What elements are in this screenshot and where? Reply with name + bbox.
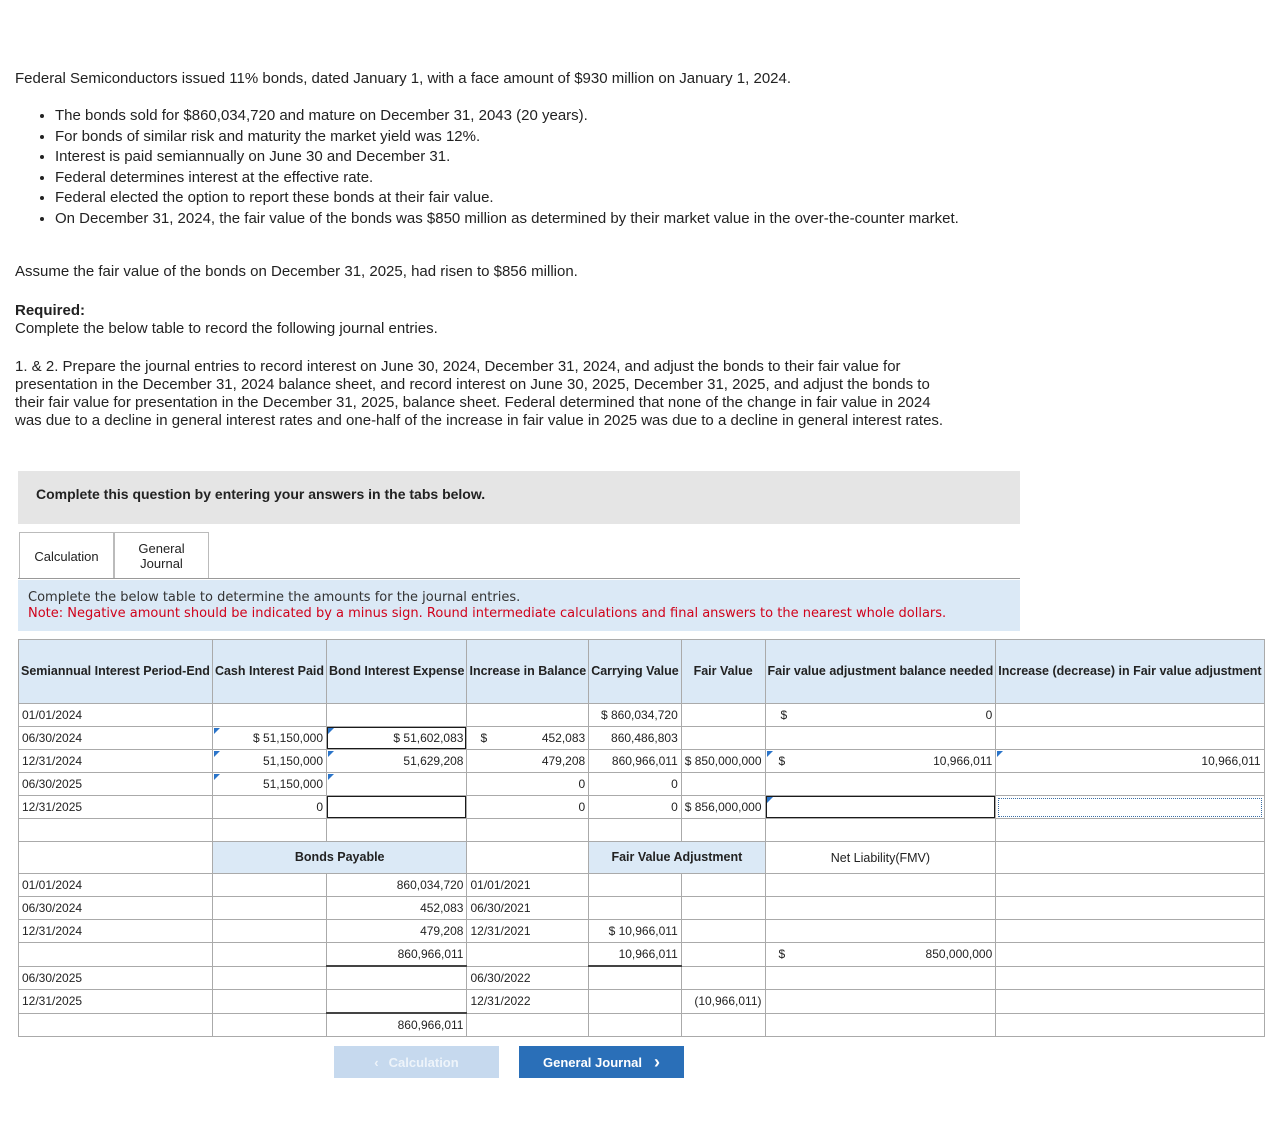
bullet-item: • The bonds sold for $860,034,720 and mature on December 31, 2043 (20 years).	[55, 106, 975, 127]
fair-cell: $ 856,000,000	[681, 796, 765, 819]
cash-cell	[212, 704, 326, 727]
chevron-right-icon: ›	[653, 1051, 660, 1072]
note-warning: Note: Negative amount should be indicated by a minus sign. Round intermediate calculations and final answers to the nearest whole dollars.	[28, 606, 947, 621]
cash-input[interactable]: 0	[212, 796, 326, 819]
fair-cell: $ 850,000,000	[681, 750, 765, 773]
adj-input[interactable]	[765, 796, 996, 819]
bp-balance: 860,966,011	[327, 1013, 467, 1037]
ledger-row	[19, 874, 1265, 897]
carrying-cell: 860,486,803	[589, 727, 682, 750]
date-cell: 06/30/2024	[19, 727, 213, 750]
chevron-left-icon: ‹	[374, 1054, 379, 1070]
fair-cell	[681, 727, 765, 750]
ledger-row	[19, 897, 1265, 920]
increase-cell	[467, 727, 589, 750]
table-row	[19, 704, 1265, 727]
bullet-item: • On December 31, 2024, the fair value of the bonds was $850 million as determined by their market value in the over-the-counter market.	[55, 209, 975, 230]
table-row	[19, 796, 1265, 819]
cash-input[interactable]: 51,150,000	[212, 773, 326, 796]
fair-cell	[681, 773, 765, 796]
bp-date: 06/30/2021	[467, 897, 589, 920]
note-line: Complete the below table to determine the amounts for the journal entries.	[28, 590, 521, 605]
ledger-row	[19, 966, 1265, 990]
fva-credit: (10,966,011)	[681, 990, 765, 1014]
header-row	[19, 640, 1265, 704]
increase-cell: 479,208	[467, 750, 589, 773]
net-liability-header: Net Liability(FMV)	[765, 842, 996, 874]
bp-credit: 860,034,720	[327, 874, 467, 897]
next-general-journal-button[interactable]	[519, 1046, 684, 1078]
bullet-item: • Federal determines interest at the effective rate.	[55, 168, 975, 189]
header-cell: Increase (decrease) in Fair value adjustment	[996, 640, 1264, 704]
ledger-header-row	[19, 842, 1265, 874]
adj-cell	[765, 727, 996, 750]
required-block	[15, 302, 438, 338]
table-row	[19, 819, 1265, 842]
expense-input[interactable]: 51,629,208	[327, 750, 467, 773]
increase-value: 452,083	[541, 731, 586, 745]
currency-sign: $	[780, 708, 788, 722]
bp-date: 12/31/2021	[467, 920, 589, 943]
bullet-item: • For bonds of similar risk and maturity the market yield was 12%.	[55, 127, 975, 148]
adj-cell	[765, 704, 996, 727]
net-value: 850,000,000	[925, 947, 993, 962]
prev-calculation-button[interactable]	[334, 1046, 499, 1078]
net-liability-cell	[765, 943, 996, 967]
bp-date: 12/31/2022	[467, 990, 589, 1014]
date-cell: 06/30/2025	[19, 773, 213, 796]
banner-text: Complete this question by entering your answers in the tabs below.	[36, 486, 486, 502]
adj-input[interactable]	[765, 750, 996, 773]
incdec-cell	[996, 727, 1264, 750]
header-cell: Carrying Value	[589, 640, 682, 704]
tab-divider	[18, 578, 1020, 579]
assumption-text: Assume the fair value of the bonds on December 31, 2025, had risen to $856 million.	[15, 263, 578, 280]
ledger-row	[19, 990, 1265, 1014]
task-text: 1. & 2. Prepare the journal entries to record interest on June 30, 2024, December 31, 2024, and adjust the bonds to their fair value for presentation in the December 31, 2024 balance sheet, and record interest on June 30, 2025, December 31, 2025, and adjust the bonds to their fair value for presentation in the December 31, 2025, balance sheet. Federal determined that none of the change in fair value in 2024 was due to a decline in general interest rates and one-half of the increase in fair value in 2025 was due to a decline in general interest rates.	[15, 358, 944, 429]
date-cell: 12/31/2024	[19, 920, 213, 943]
expense-cell	[327, 704, 467, 727]
date-cell: 12/31/2025	[19, 990, 213, 1014]
currency-sign: $	[480, 731, 488, 745]
instruction-banner	[18, 471, 1020, 524]
date-cell: 01/01/2024	[19, 704, 213, 727]
currency-sign: $	[778, 947, 786, 962]
date-cell: 01/01/2024	[19, 874, 213, 897]
currency-sign: $	[778, 754, 786, 768]
header-cell: Fair Value	[681, 640, 765, 704]
increase-cell: 0	[467, 773, 589, 796]
increase-cell	[467, 704, 589, 727]
adj-cell	[765, 773, 996, 796]
calculation-table	[18, 639, 1265, 1037]
carrying-cell: $ 860,034,720	[589, 704, 682, 727]
ledger-row	[19, 943, 1265, 967]
required-label: Required:	[15, 302, 86, 319]
table-row	[19, 727, 1265, 750]
header-cell: Bond Interest Expense	[327, 640, 467, 704]
bullet-item: • Interest is paid semiannually on June 30 and December 31.	[55, 147, 975, 168]
date-cell: 06/30/2025	[19, 966, 213, 990]
bp-balance: 860,966,011	[327, 943, 467, 967]
required-text: Complete the below table to record the following journal entries.	[15, 320, 438, 337]
ledger-row	[19, 1013, 1265, 1037]
bp-credit: 479,208	[327, 920, 467, 943]
instruction-note	[18, 580, 1020, 631]
table-row	[19, 750, 1265, 773]
bp-credit: 452,083	[327, 897, 467, 920]
date-cell: 12/31/2025	[19, 796, 213, 819]
header-cell: Fair value adjustment balance needed	[765, 640, 996, 704]
header-cell: Increase in Balance	[467, 640, 589, 704]
incdec-input[interactable]: 10,966,011	[996, 750, 1264, 773]
bonds-payable-header: Bonds Payable	[212, 842, 467, 874]
header-cell: Semiannual Interest Period-End	[19, 640, 213, 704]
adj-value: 0	[985, 708, 993, 722]
intro-text: Federal Semiconductors issued 11% bonds, dated January 1, with a face amount of $930 million on January 1, 2024.	[15, 70, 792, 87]
expense-input[interactable]	[327, 773, 467, 796]
fair-value-adjustment-header: Fair Value Adjustment	[589, 842, 765, 874]
date-cell: 06/30/2024	[19, 897, 213, 920]
expense-input[interactable]	[327, 796, 467, 819]
cash-input[interactable]: $ 51,150,000	[212, 727, 326, 750]
tab-calculation[interactable]: Calculation	[19, 532, 114, 579]
date-cell: 12/31/2024	[19, 750, 213, 773]
expense-input[interactable]: $ 51,602,083	[327, 727, 467, 750]
incdec-input[interactable]	[996, 796, 1264, 819]
bullet-item: • Federal elected the option to report these bonds at their fair value.	[55, 188, 975, 209]
adj-value: 10,966,011	[933, 754, 993, 768]
fva-debit: $ 10,966,011	[589, 920, 682, 943]
tab-label: General Journal	[138, 541, 185, 571]
table-row	[19, 773, 1265, 796]
incdec-cell	[996, 704, 1264, 727]
cash-input[interactable]: 51,150,000	[212, 750, 326, 773]
bullet-list	[35, 106, 975, 229]
bp-date: 06/30/2022	[467, 966, 589, 990]
prev-label: Calculation	[388, 1054, 459, 1070]
carrying-cell: 860,966,011	[589, 750, 682, 773]
carrying-cell: 0	[589, 796, 682, 819]
bp-date: 01/01/2021	[467, 874, 589, 897]
header-cell: Cash Interest Paid	[212, 640, 326, 704]
carrying-cell: 0	[589, 773, 682, 796]
tab-general-journal[interactable]	[114, 532, 209, 579]
fair-cell	[681, 704, 765, 727]
ledger-row	[19, 920, 1265, 943]
fva-balance: 10,966,011	[589, 943, 682, 967]
incdec-cell	[996, 773, 1264, 796]
next-label: General Journal	[543, 1054, 642, 1070]
problem-intro	[15, 70, 975, 229]
increase-cell: 0	[467, 796, 589, 819]
